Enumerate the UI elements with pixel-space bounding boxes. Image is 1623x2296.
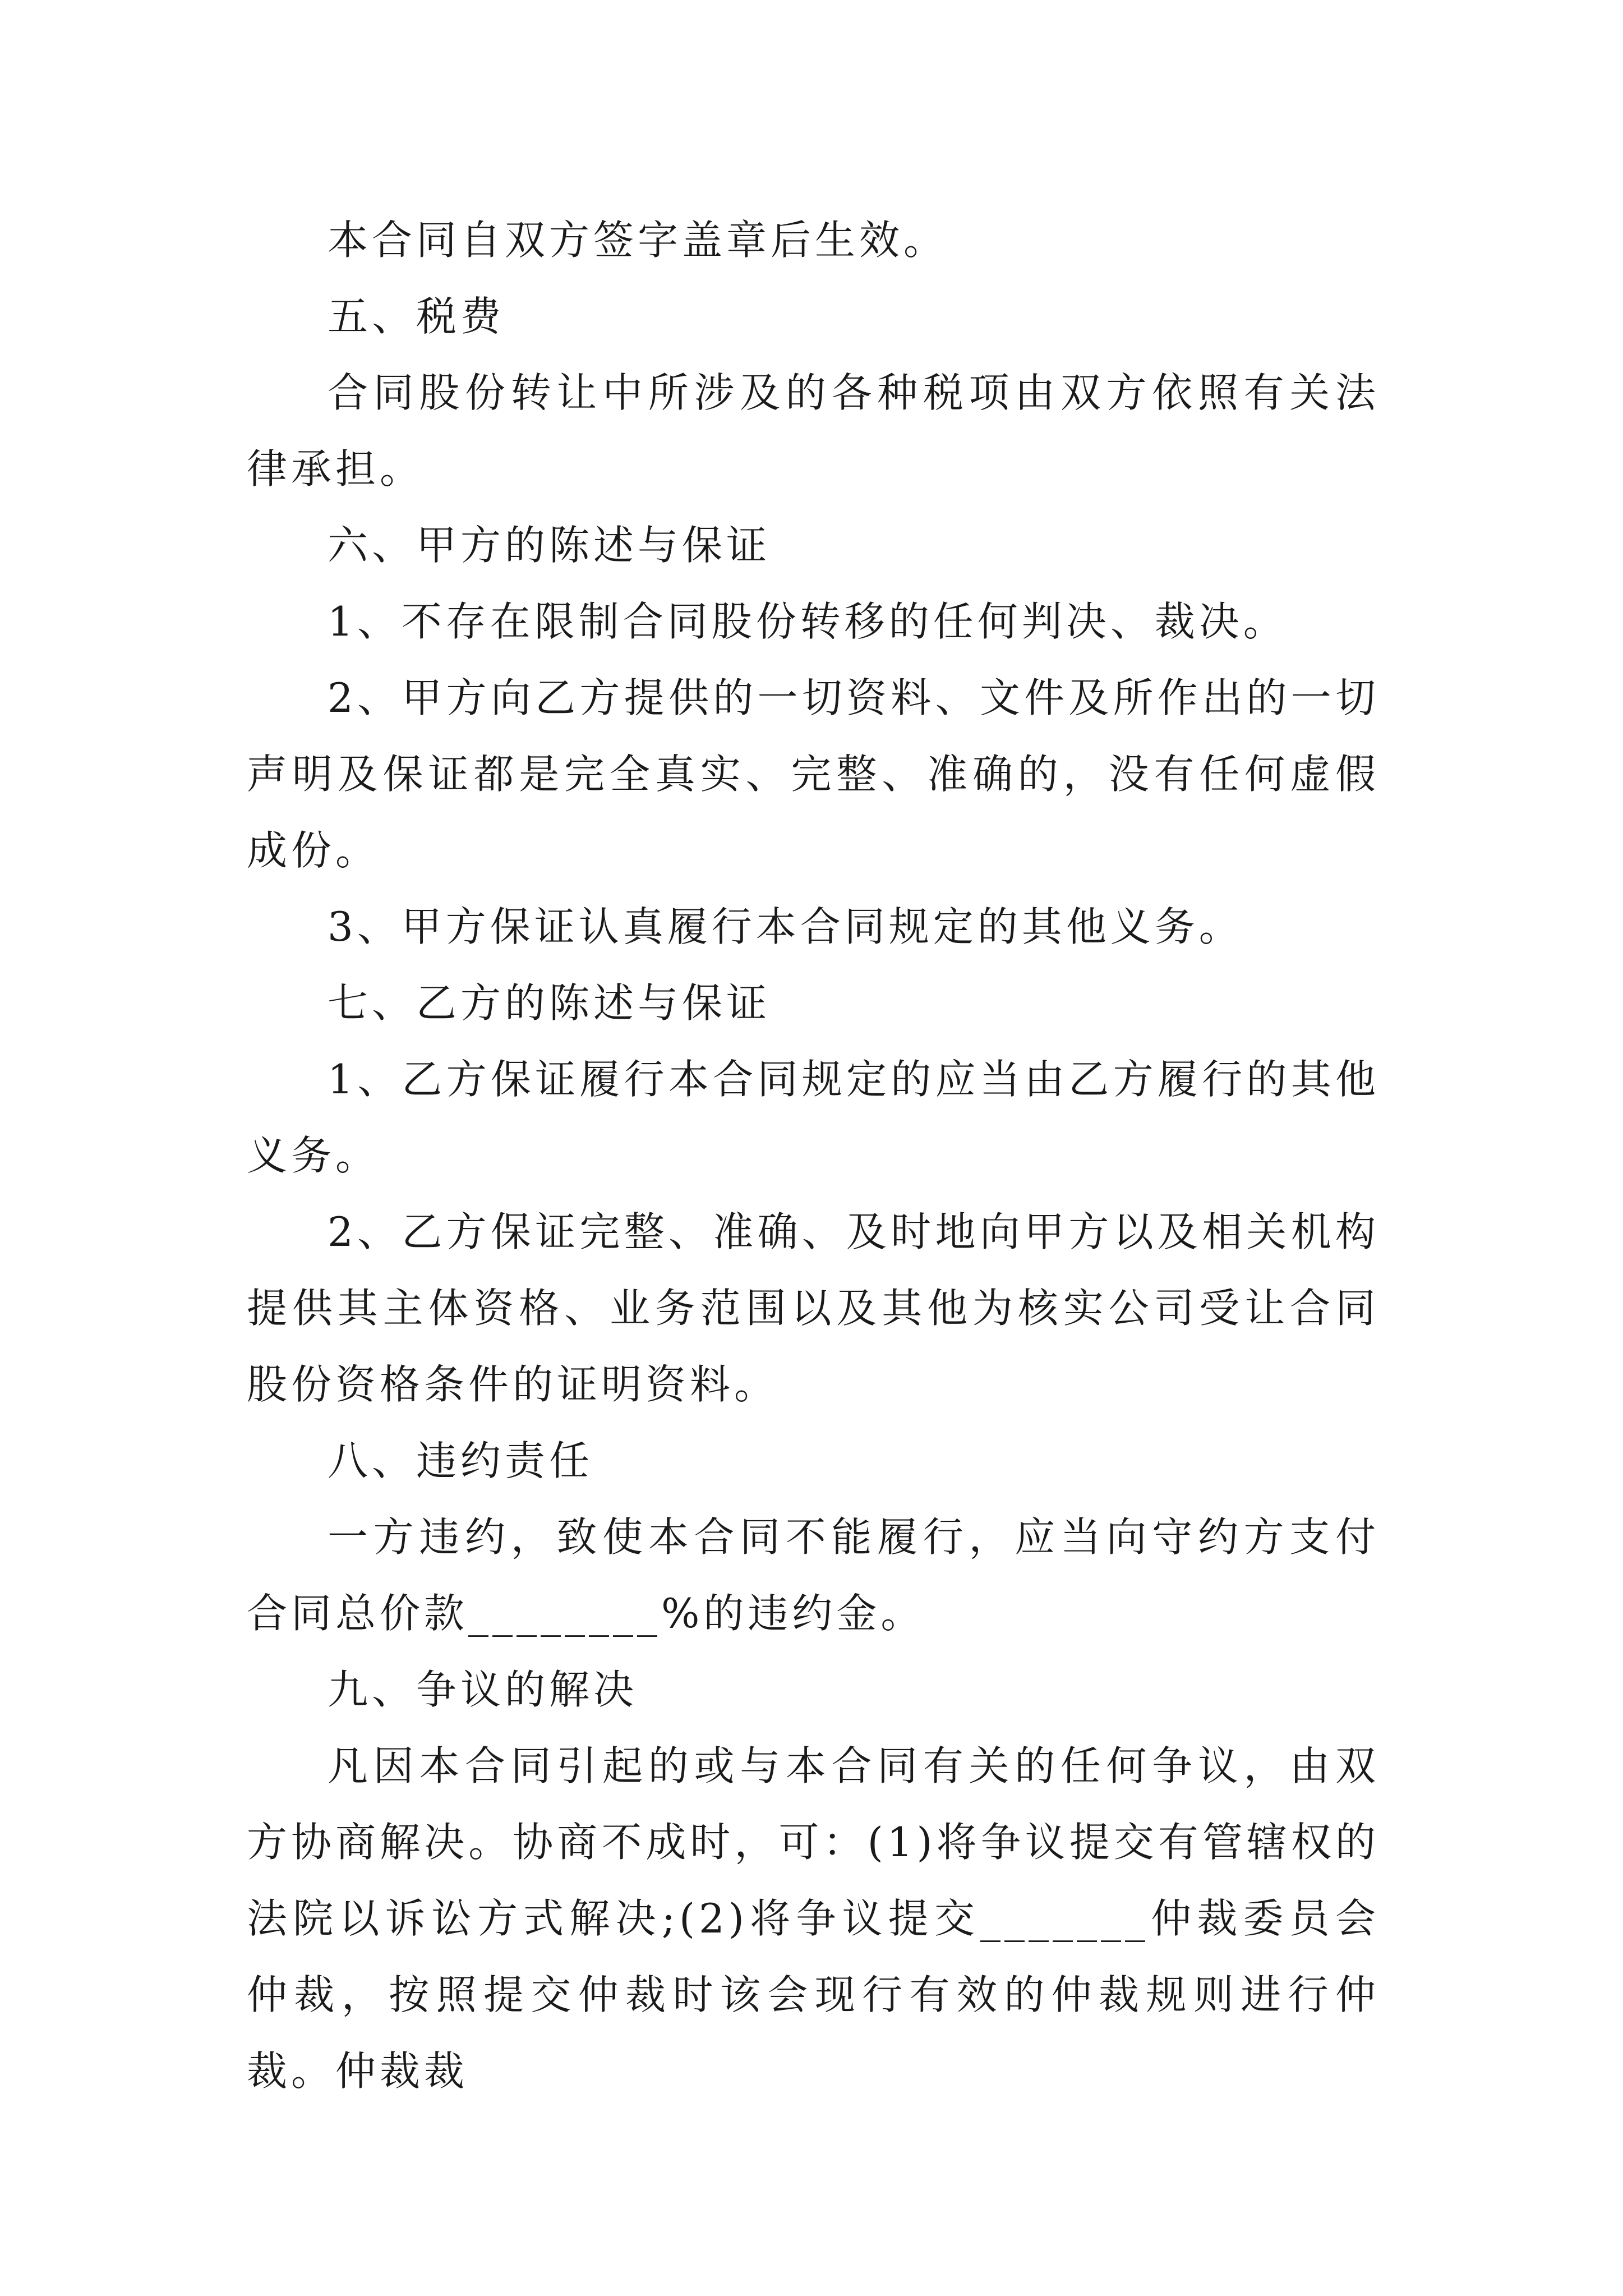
section-heading-taxes: 五、税费 (328, 293, 505, 340)
paragraph-party-a-item-2: 2、甲方向乙方提供的一切资料、文件及所作出的一切声明及保证都是完全真实、完整、准确的，没有任何虚假成份。 (247, 674, 1380, 874)
paragraph-breach-liability: 一方违约，致使本合同不能履行，应当向守约方支付合同总价款________%的违约金。 (247, 1513, 1380, 1637)
paragraph-party-b-item-1: 1、乙方保证履行本合同规定的应当由乙方履行的其他义务。 (247, 1056, 1380, 1179)
paragraph-party-b-item-2: 2、乙方保证完整、准确、及时地向甲方以及相关机构提供其主体资格、业务范围以及其他为核实公司受让合同股份资格条件的证明资料。 (247, 1208, 1380, 1408)
paragraph-dispute-resolution: 凡因本合同引起的或与本合同有关的任何争议，由双方协商解决。协商不成时，可：(1)将争议提交有管辖权的法院以诉讼方式解决;(2)将争议提交_______仲裁委员会仲裁，按照提交仲裁时该会现行有效的仲裁规则进行仲裁。仲裁裁 (247, 1742, 1380, 2095)
section-heading-party-a-representations: 六、甲方的陈述与保证 (328, 522, 771, 569)
paragraph-party-a-item-1: 1、不存在限制合同股份转移的任何判决、裁决。 (328, 598, 1288, 645)
paragraph-effective-clause: 本合同自双方签字盖章后生效。 (328, 217, 948, 264)
document-body (247, 202, 1380, 2109)
paragraph-taxes: 合同股份转让中所涉及的各种税项由双方依照有关法律承担。 (247, 369, 1380, 493)
paragraph-party-a-item-3: 3、甲方保证认真履行本合同规定的其他义务。 (328, 903, 1243, 950)
section-heading-party-b-representations: 七、乙方的陈述与保证 (328, 979, 771, 1027)
section-heading-dispute-resolution: 九、争议的解决 (328, 1666, 638, 1713)
section-heading-breach-liability: 八、违约责任 (328, 1437, 594, 1484)
